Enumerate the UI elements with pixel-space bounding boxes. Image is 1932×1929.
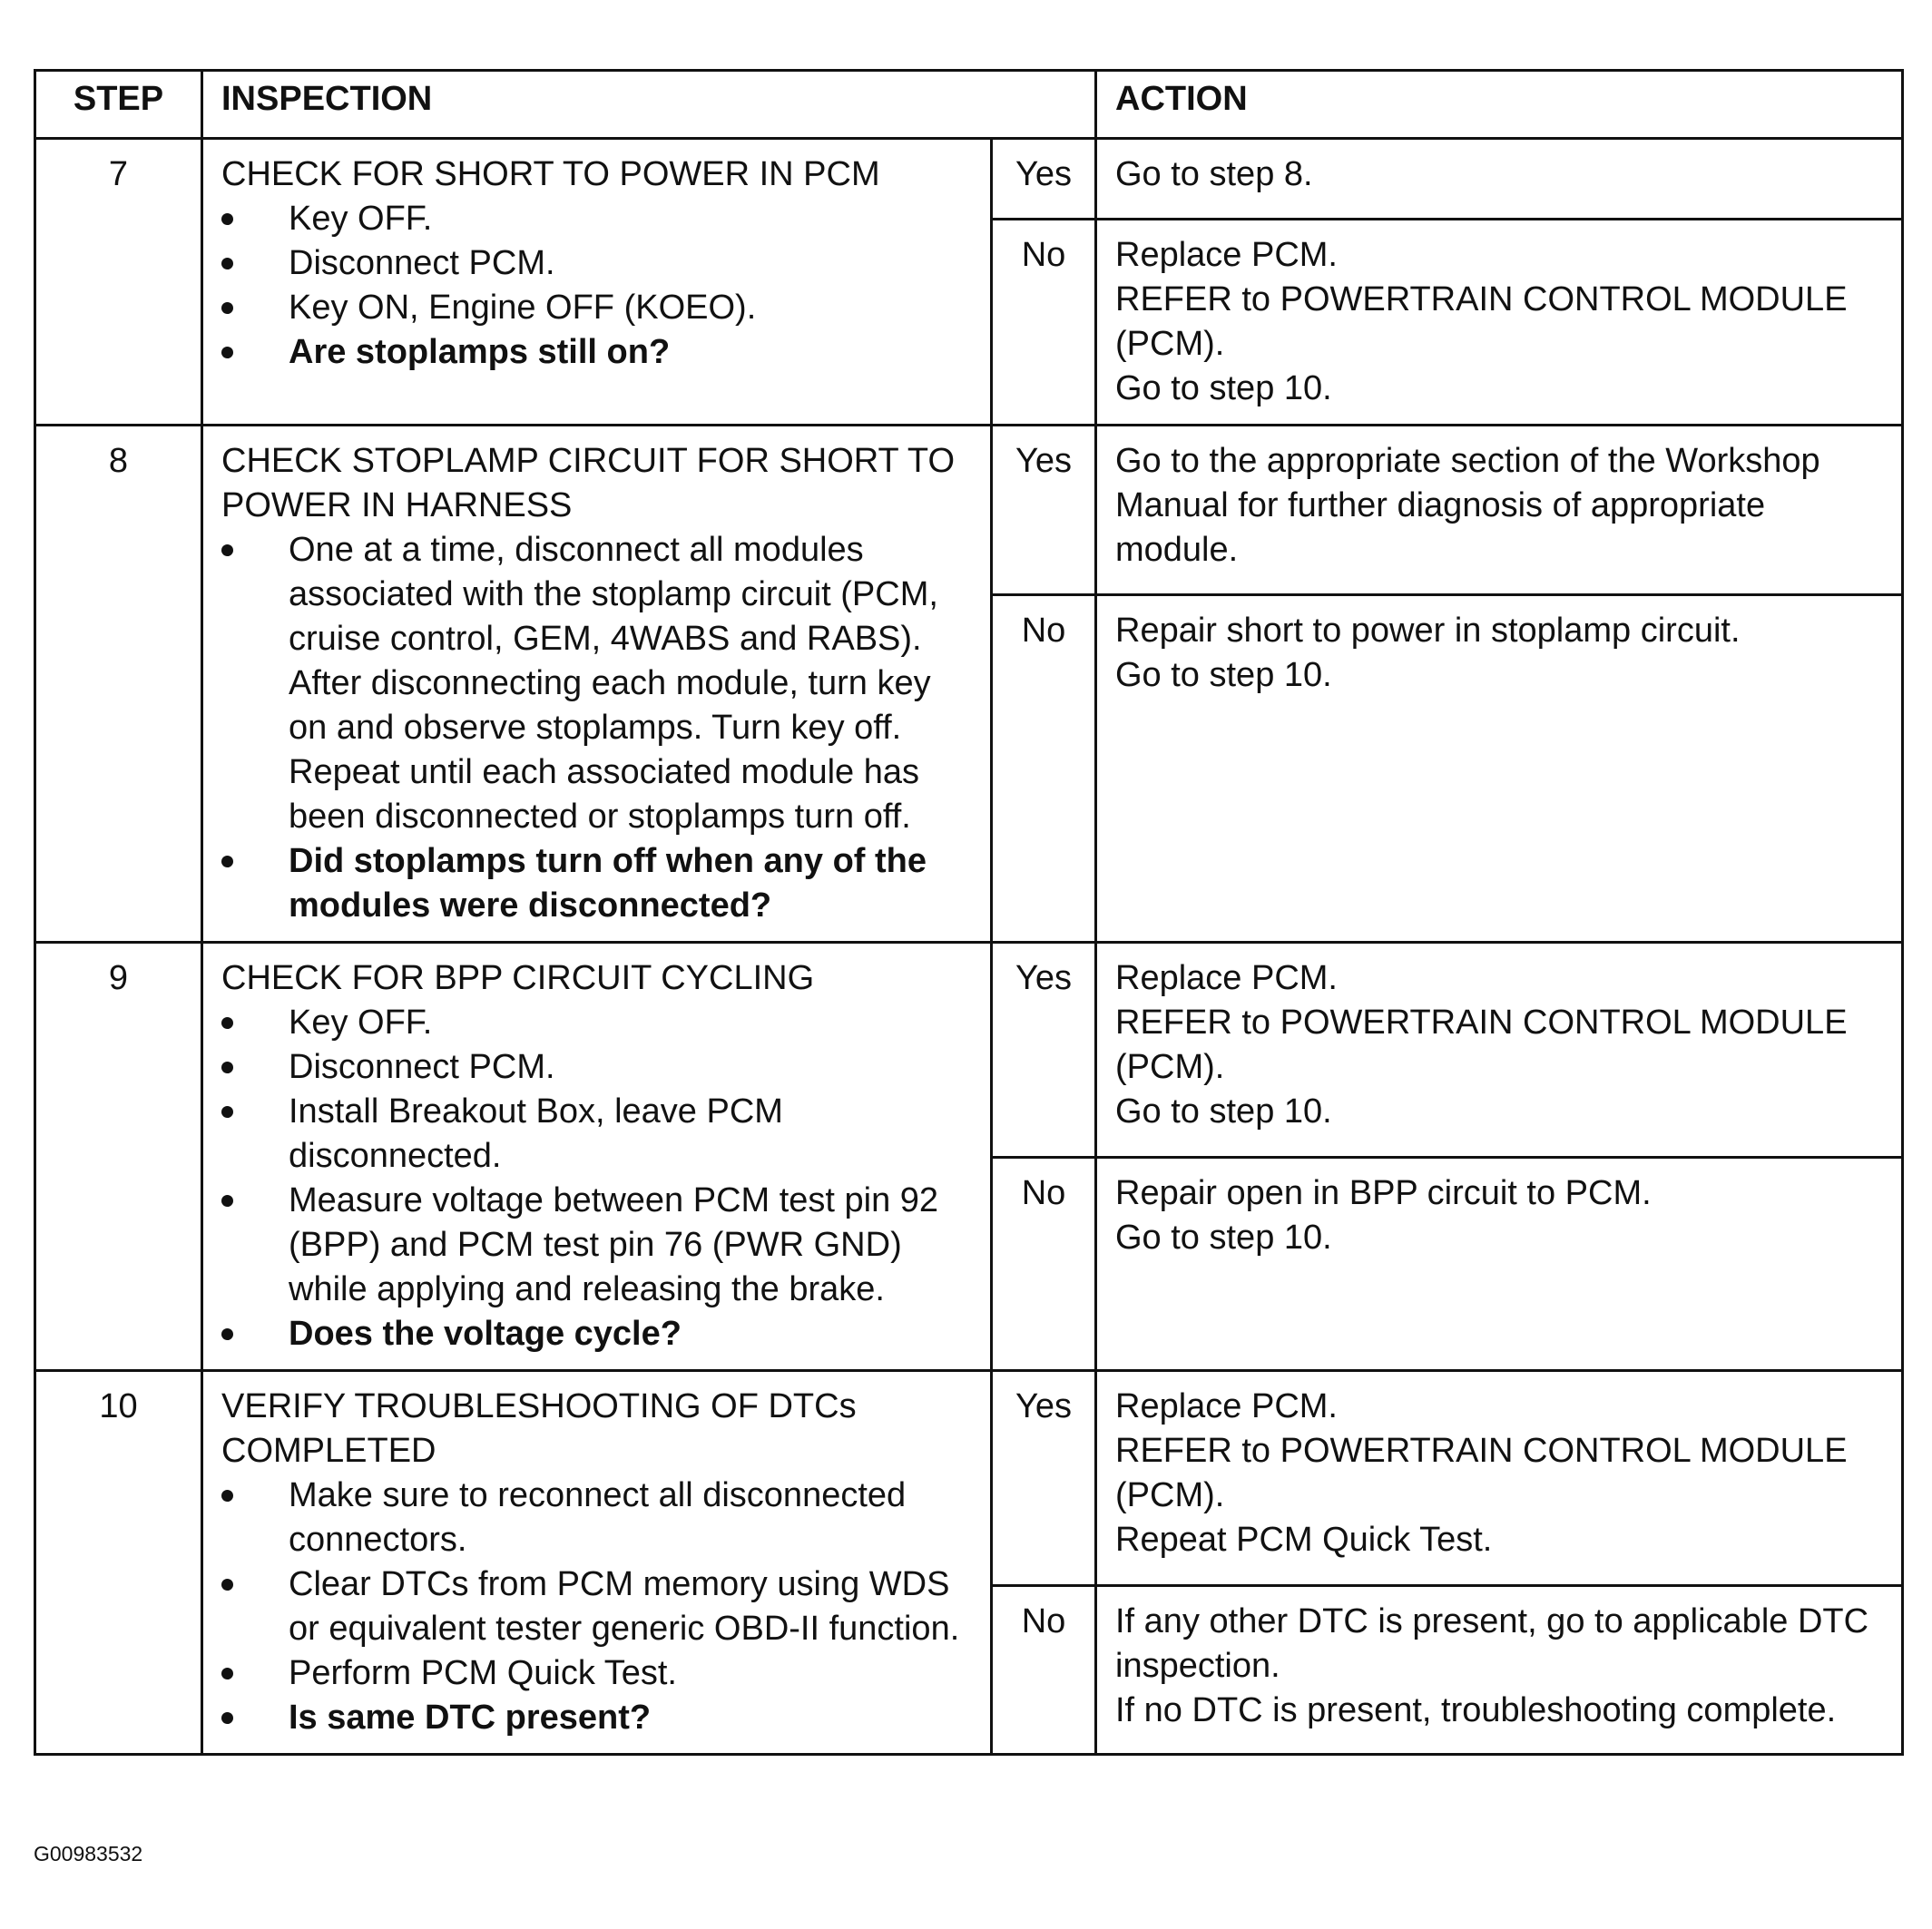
bullet-icon [221,1490,233,1502]
action-line: REFER to POWERTRAIN CONTROL MODULE (PCM). [1115,1004,1848,1086]
table-header-row [35,71,1903,139]
step-number: 9 [35,943,202,1371]
action-line: Replace PCM. [1115,959,1338,997]
action-line: REFER to POWERTRAIN CONTROL MODULE (PCM). [1115,1432,1848,1514]
list-item [221,1562,974,1651]
inspection-bullets [221,1001,974,1356]
step-row [35,426,1903,595]
list-item [221,1001,974,1045]
action-line: Replace PCM. [1115,236,1338,274]
inspection-cell [202,943,992,1371]
bullet-icon [221,1017,233,1029]
action-line: If any other DTC is present, go to applicable DTC inspection. [1115,1602,1869,1685]
bullet-icon [221,1106,233,1118]
question-text: Does the voltage cycle? [289,1315,682,1353]
action-line: Go to step 8. [1115,155,1313,193]
bullet-text: Disconnect PCM. [289,1048,555,1086]
question-text: Are stoplamps still on? [289,333,671,371]
header-action: ACTION [1096,71,1903,139]
yes-label: Yes [992,1371,1096,1586]
no-label: No [992,1586,1096,1755]
question-text: Is same DTC present? [289,1699,652,1737]
step-row [35,1371,1903,1586]
action-line: Go to step 10. [1115,369,1332,407]
yes-action [1096,139,1903,220]
question-text: Did stoplamps turn off when any of the modules were disconnected? [289,842,927,925]
list-item [221,528,974,839]
no-action [1096,1158,1903,1371]
bullet-icon [221,544,233,556]
inspection-bullets [221,1474,974,1740]
bullet-text: Measure voltage between PCM test pin 92 (BPP) and PCM test pin 76 (PWR GND) while applying and releasing the brake. [289,1181,939,1308]
no-label: No [992,220,1096,426]
bullet-icon [221,1712,233,1724]
inspection-bullets [221,197,974,375]
bullet-icon [221,856,233,867]
list-item [221,241,974,286]
figure-id: G00983532 [34,1842,143,1865]
no-label: No [992,595,1096,943]
inspection-bullets [221,528,974,928]
step-row [35,139,1903,220]
bullet-text: One at a time, disconnect all modules associated with the stoplamp circuit (PCM, cruise control, GEM, 4WABS and RABS). After disconnecting each module, turn key on and observe stoplamps. Turn key off. Repeat until each associated module has been disconnected or stoplamps turn off. [289,531,938,836]
step-number: 8 [35,426,202,943]
inspection-title: VERIFY TROUBLESHOOTING OF DTCs COMPLETED [221,1387,857,1470]
step-number: 10 [35,1371,202,1755]
inspection-cell [202,1371,992,1755]
inspection-question [221,1696,974,1740]
list-item [221,1090,974,1179]
header-inspection: INSPECTION [202,71,1096,139]
action-line: Go to step 10. [1115,656,1332,694]
no-action [1096,220,1903,426]
steps-body [35,139,1903,1755]
inspection-question [221,839,974,928]
bullet-text: Install Breakout Box, leave PCM disconnected. [289,1092,783,1175]
inspection-title: CHECK STOPLAMP CIRCUIT FOR SHORT TO POWER IN HARNESS [221,442,956,524]
no-action [1096,595,1903,943]
bullet-icon [221,213,233,225]
bullet-text: Key ON, Engine OFF (KOEO). [289,289,757,327]
list-item [221,1045,974,1090]
header-step: STEP [35,71,202,139]
bullet-icon [221,1328,233,1340]
list-item [221,197,974,241]
action-line: Go to step 10. [1115,1219,1332,1257]
list-item [221,286,974,330]
yes-label: Yes [992,426,1096,595]
step-number: 7 [35,139,202,426]
action-line: Repeat PCM Quick Test. [1115,1521,1493,1559]
list-item [221,1179,974,1312]
list-item [221,1474,974,1562]
bullet-text: Disconnect PCM. [289,244,555,282]
inspection-question [221,330,974,375]
inspection-title: CHECK FOR SHORT TO POWER IN PCM [221,155,880,193]
action-line: Repair short to power in stoplamp circuit. [1115,612,1741,650]
no-label: No [992,1158,1096,1371]
yes-action [1096,426,1903,595]
bullet-text: Clear DTCs from PCM memory using WDS or equivalent tester generic OBD-II function. [289,1565,960,1648]
no-action [1096,1586,1903,1755]
yes-label: Yes [992,943,1096,1158]
bullet-icon [221,347,233,358]
bullet-text: Perform PCM Quick Test. [289,1654,677,1692]
action-line: Go to the appropriate section of the Workshop Manual for further diagnosis of appropriate module. [1115,442,1820,569]
bullet-icon [221,1579,233,1591]
inspection-title: CHECK FOR BPP CIRCUIT CYCLING [221,959,815,997]
bullet-text: Key OFF. [289,200,433,238]
yes-action [1096,1371,1903,1586]
bullet-icon [221,1062,233,1073]
bullet-icon [221,1668,233,1679]
bullet-text: Make sure to reconnect all disconnected connectors. [289,1476,907,1559]
inspection-cell [202,139,992,426]
bullet-icon [221,1195,233,1207]
yes-label: Yes [992,139,1096,220]
step-row [35,943,1903,1158]
inspection-cell [202,426,992,943]
bullet-text: Key OFF. [289,1004,433,1042]
action-line: Repair open in BPP circuit to PCM. [1115,1174,1652,1212]
action-line: If no DTC is present, troubleshooting complete. [1115,1691,1837,1729]
action-line: REFER to POWERTRAIN CONTROL MODULE (PCM). [1115,280,1848,363]
inspection-question [221,1312,974,1356]
action-line: Replace PCM. [1115,1387,1338,1425]
action-line: Go to step 10. [1115,1092,1332,1131]
bullet-icon [221,302,233,314]
bullet-icon [221,258,233,269]
list-item [221,1651,974,1696]
yes-action [1096,943,1903,1158]
diagnostic-steps-table [34,69,1904,1756]
